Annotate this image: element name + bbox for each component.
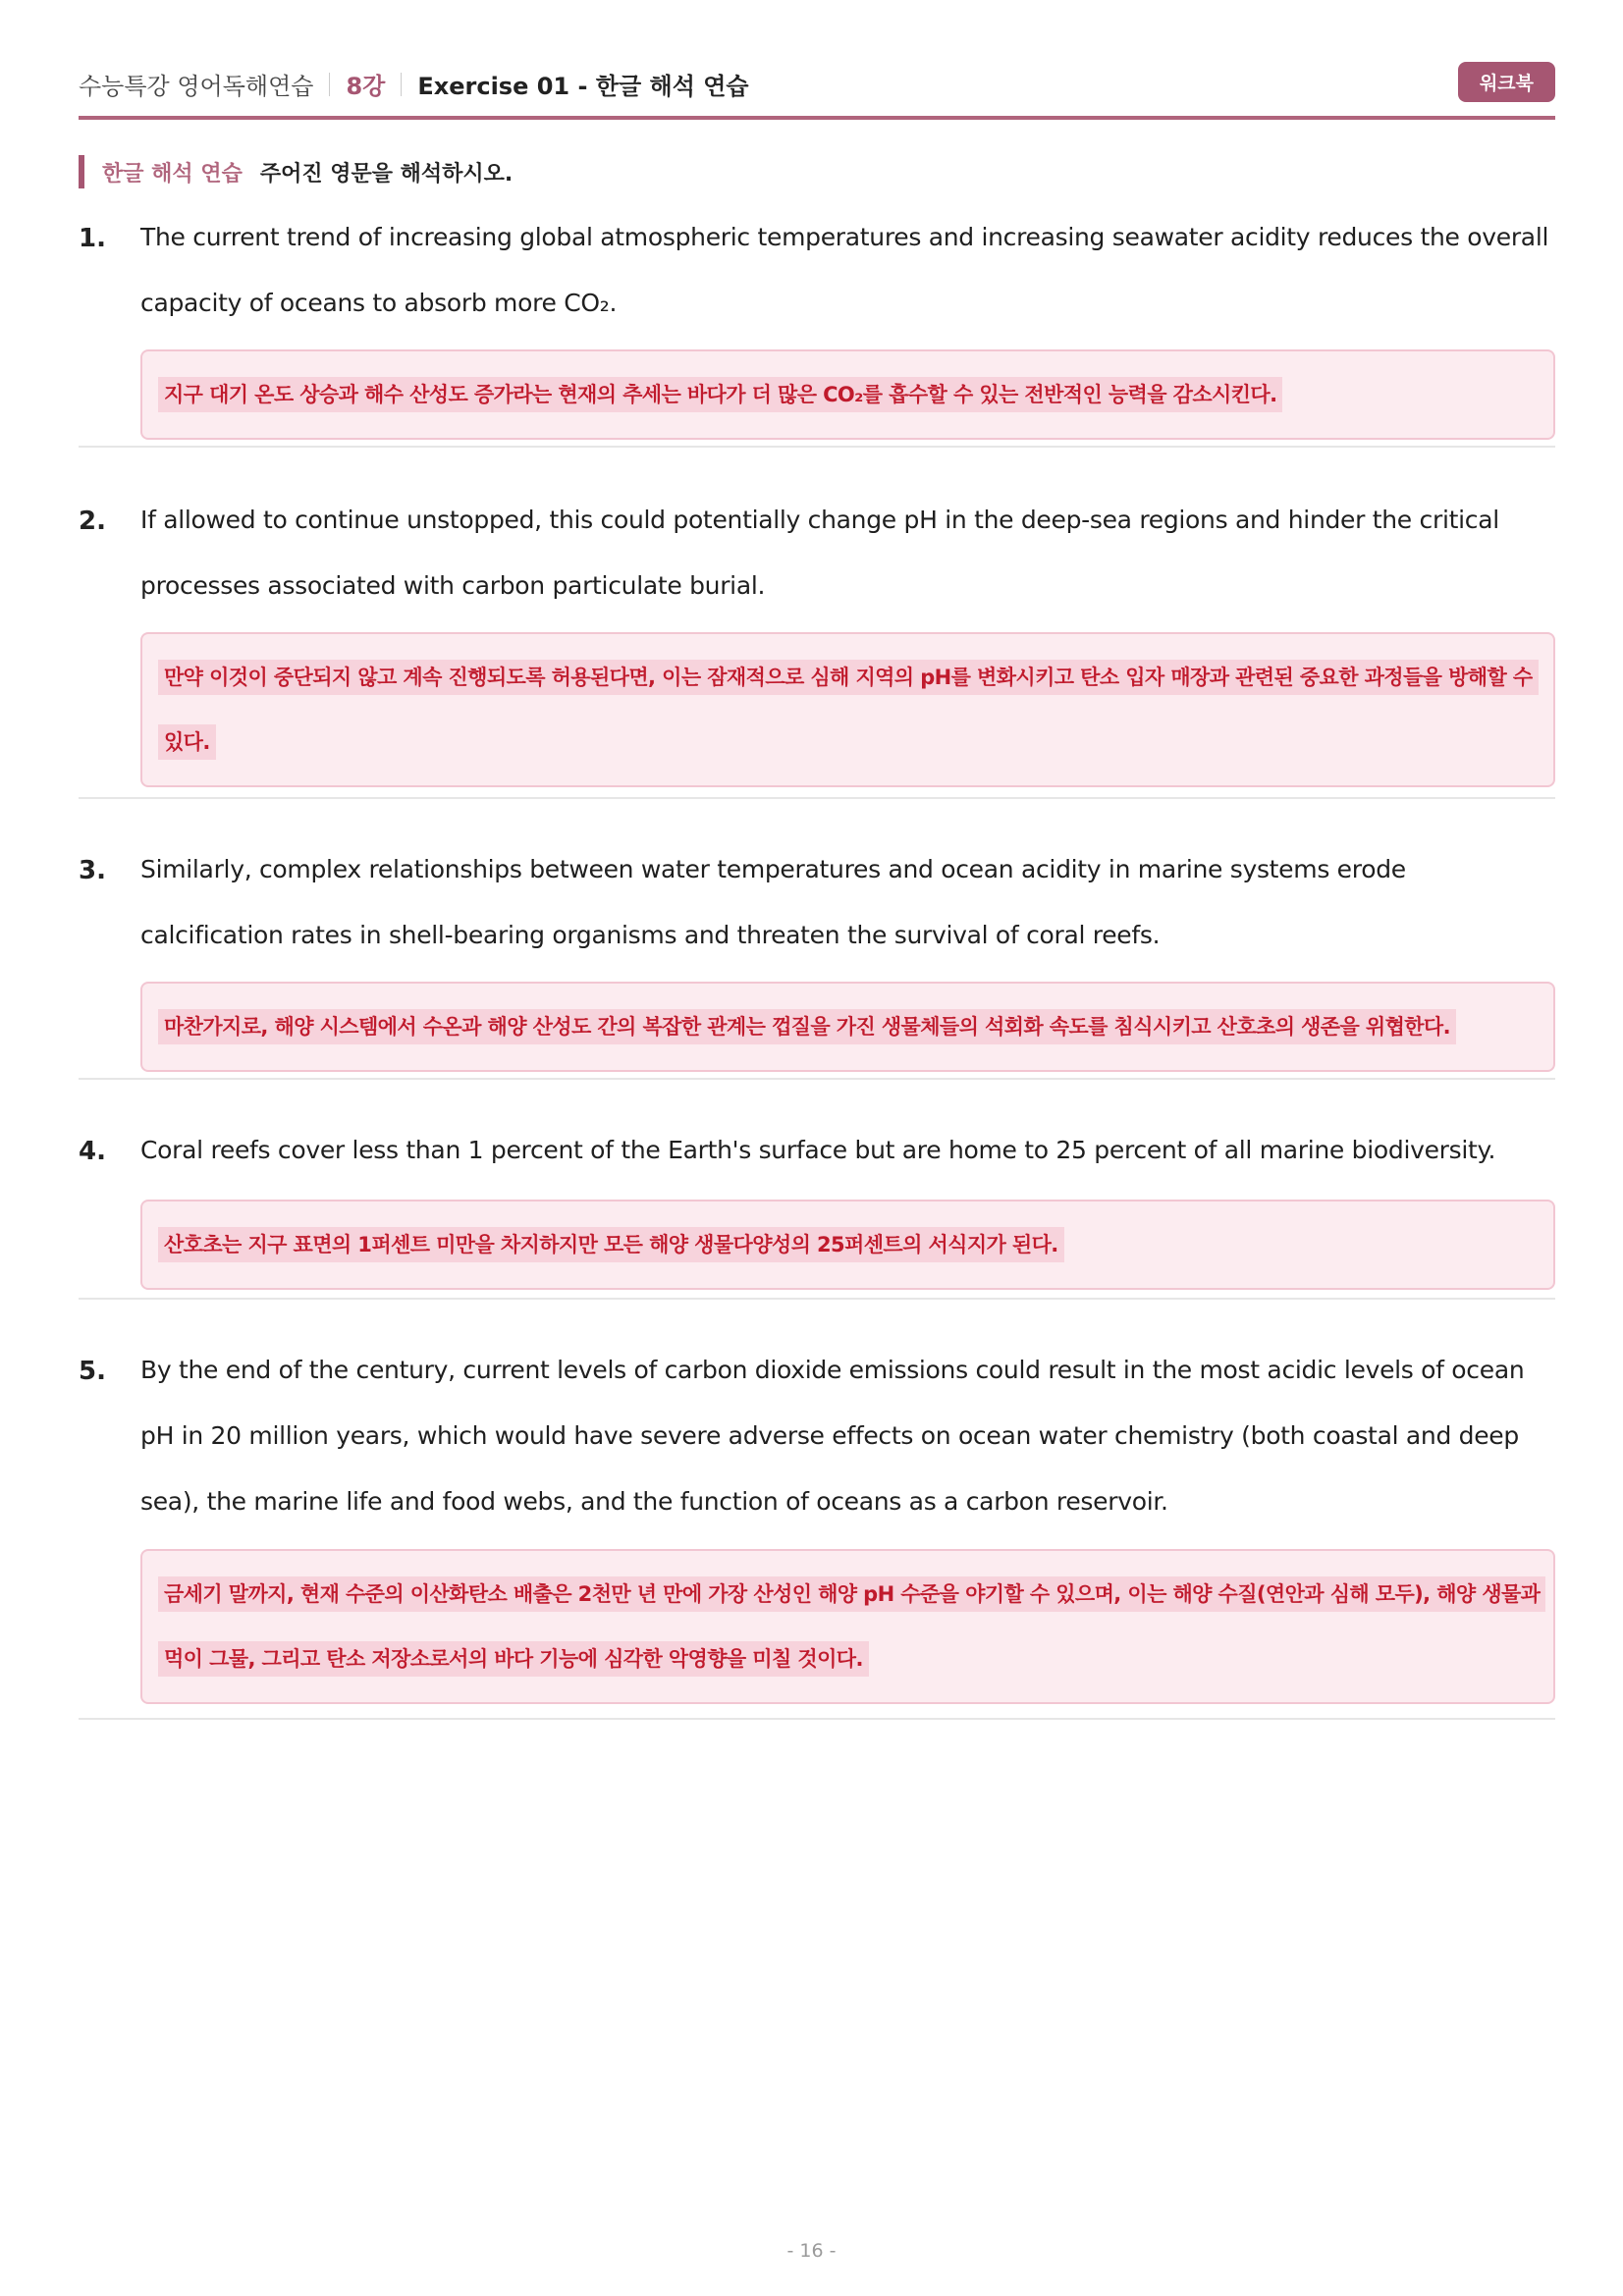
- translation-box: [140, 632, 1555, 787]
- page-number: - 16 -: [786, 2240, 837, 2262]
- lesson-number: 8강: [346, 73, 386, 100]
- item-number: 3.: [79, 856, 106, 885]
- section-label: 한글 해석 연습: [102, 161, 243, 187]
- exercise-item: [79, 1337, 1555, 1720]
- translation-text: 마찬가지로, 해양 시스템에서 수온과 해양 산성도 간의 복잡한 관계는 껍질을 가진 생물체들의 석회화 속도를 침식시키고 산호초의 생존을 위협한다.: [158, 1009, 1456, 1044]
- workbook-badge: 워크북: [1458, 62, 1555, 102]
- translation-box: [140, 1549, 1555, 1704]
- book-name: 수능특강 영어독해연습: [79, 73, 314, 100]
- korean-translation: [158, 645, 1543, 774]
- exercise-item: [79, 1117, 1555, 1300]
- translation-text: 금세기 말까지, 현재 수준의 이산화탄소 배출은 2천만 년 만에 가장 산성인 해양 pH 수준을 야기할 수 있으며, 이는 해양 수질(연안과 심해 모두), 해양 생물과 먹이 그물, 그리고 탄소 저장소로서의 바다 기능에 심각한 악영향을 미칠 것이다.: [158, 1576, 1545, 1677]
- exercise-item: [79, 836, 1555, 1080]
- translation-box: [140, 982, 1555, 1072]
- workbook-page: [79, 0, 1555, 2296]
- translation-box: [140, 1200, 1555, 1290]
- section-instruction: 주어진 영문을 해석하시오.: [259, 161, 514, 187]
- item-number: 5.: [79, 1357, 106, 1386]
- exercise-title: Exercise 01 - 한글 해석 연습: [417, 73, 749, 100]
- korean-translation: [158, 994, 1543, 1059]
- english-sentence: By the end of the century, current levels of carbon dioxide emissions could result in the most acidic levels of ocean pH in 20 million years, which would have severe adverse effects on ocean water chemistry (both coastal and deep sea), the marine life and food webs, and the function of oceans as a carbon reservoir.: [140, 1356, 1525, 1516]
- header-divider: [401, 73, 402, 96]
- translation-box: [140, 349, 1555, 440]
- english-sentence: Similarly, complex relationships between water temperatures and ocean acidity in marine systems erode calcification rates in shell-bearing organisms and threaten the survival of coral reefs.: [140, 855, 1406, 949]
- english-sentence: Coral reefs cover less than 1 percent of the Earth's surface but are home to 25 percent of all marine biodiversity.: [140, 1136, 1496, 1164]
- header-divider: [329, 73, 330, 96]
- english-sentence: The current trend of increasing global atmospheric temperatures and increasing seawater acidity reduces the overall capacity of oceans to absorb more CO₂.: [140, 223, 1549, 317]
- header-breadcrumb: [79, 67, 749, 101]
- korean-translation: [158, 1212, 1543, 1277]
- translation-text: 만약 이것이 중단되지 않고 계속 진행되도록 허용된다면, 이는 잠재적으로 심해 지역의 pH를 변화시키고 탄소 입자 매장과 관련된 중요한 과정들을 방해할 수 있다.: [158, 660, 1539, 760]
- korean-translation: [158, 1562, 1543, 1691]
- english-sentence: If allowed to continue unstopped, this could potentially change pH in the deep-sea regions and hinder the critical processes associated with carbon particulate burial.: [140, 506, 1499, 600]
- korean-translation: [158, 362, 1543, 427]
- item-number: 2.: [79, 507, 106, 536]
- exercise-item: [79, 204, 1555, 448]
- item-number: 1.: [79, 224, 106, 253]
- translation-text: 산호초는 지구 표면의 1퍼센트 미만을 차지하지만 모든 해양 생물다양성의 25퍼센트의 서식지가 된다.: [158, 1227, 1064, 1262]
- section-title: [79, 155, 513, 188]
- page-header: [79, 59, 1555, 120]
- translation-text: 지구 대기 온도 상승과 해수 산성도 증가라는 현재의 추세는 바다가 더 많은 CO₂를 흡수할 수 있는 전반적인 능력을 감소시킨다.: [158, 377, 1282, 412]
- item-number: 4.: [79, 1137, 106, 1166]
- exercise-item: [79, 487, 1555, 799]
